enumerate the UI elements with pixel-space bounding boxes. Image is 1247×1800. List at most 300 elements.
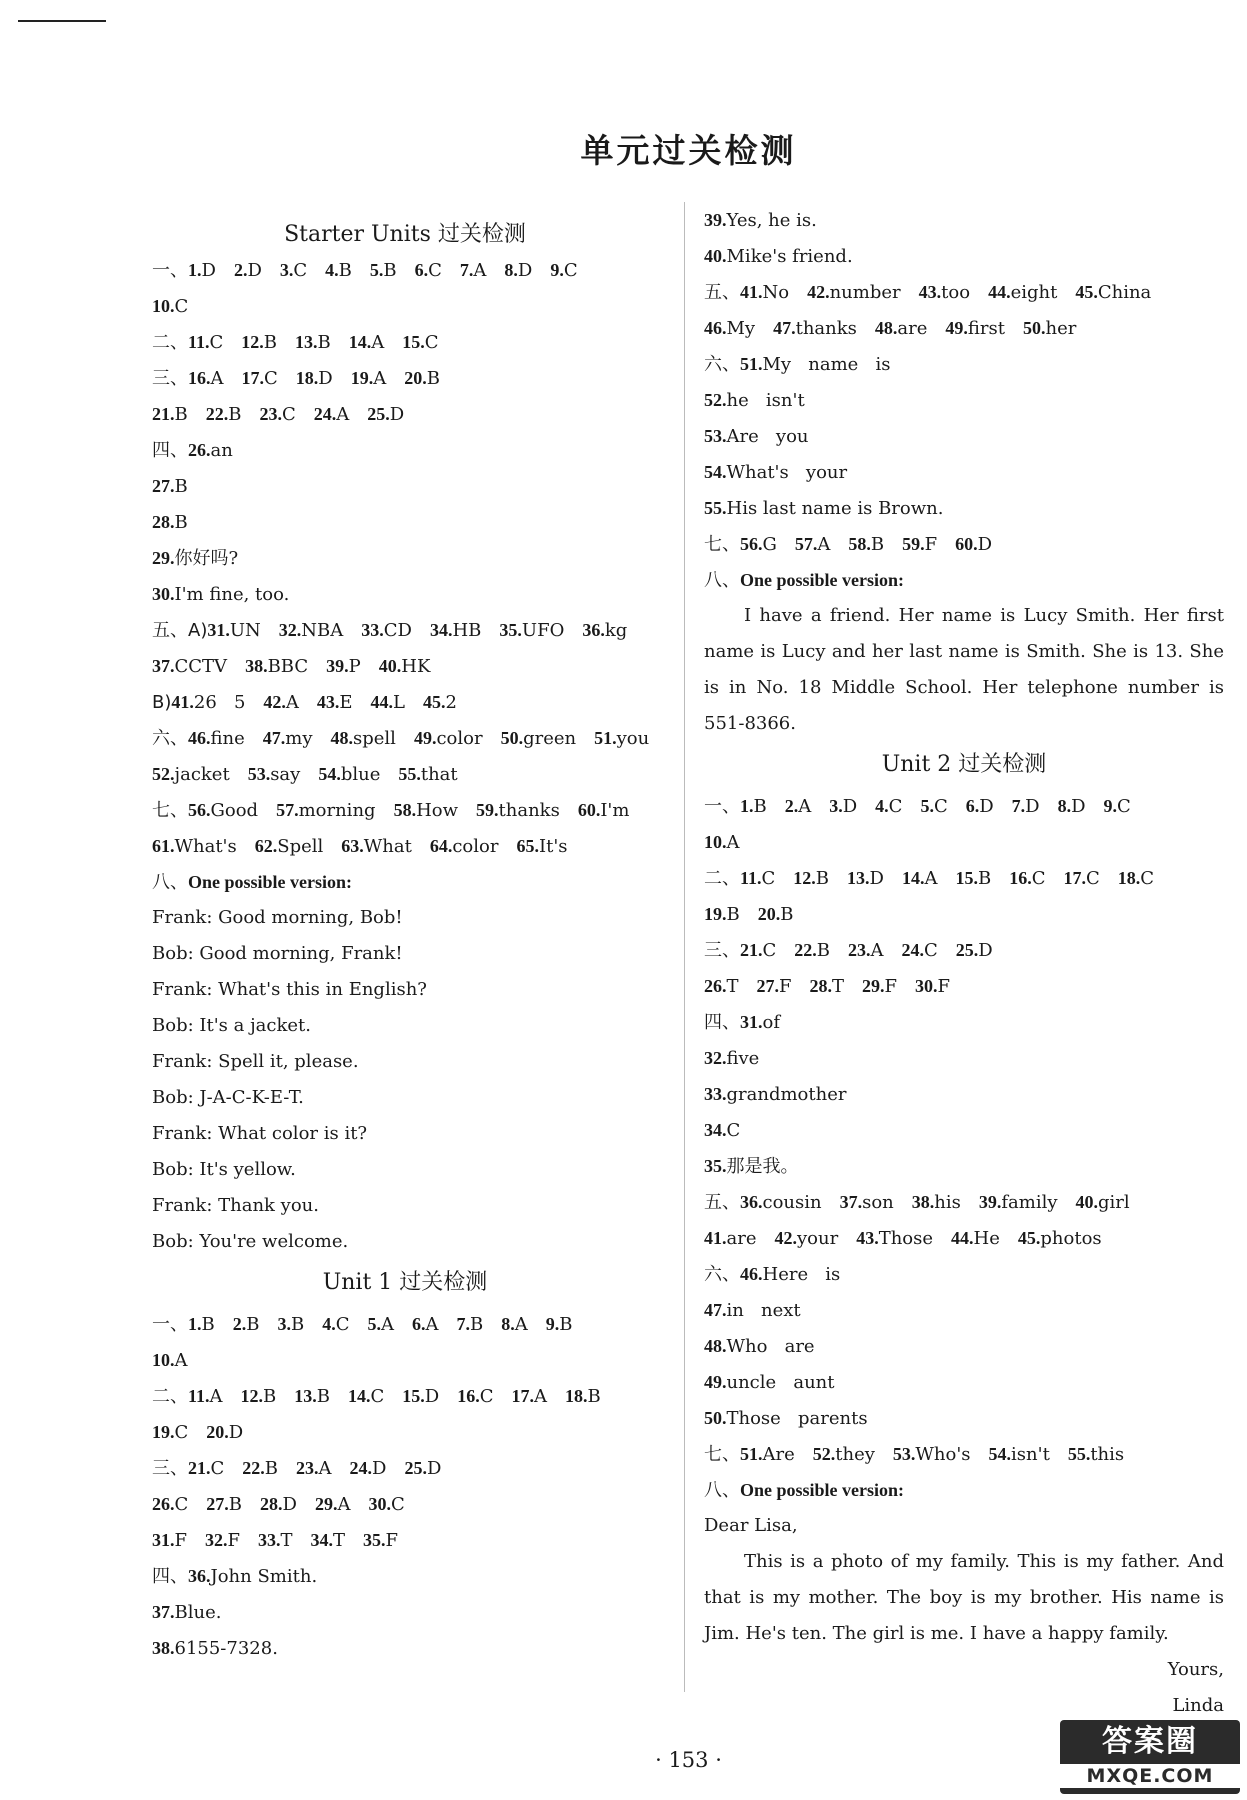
answer-item: [188, 1386, 223, 1407]
answer-item: [704, 462, 847, 483]
answer-text: blue: [340, 764, 381, 785]
answer-item: [280, 260, 307, 281]
answer-text: What's: [174, 836, 237, 857]
question-number: 35.: [499, 620, 522, 640]
answer-item: [242, 368, 278, 389]
section-number: 八、: [152, 872, 188, 893]
answer-item: [152, 1530, 187, 1551]
question-number: 27.: [152, 476, 175, 496]
answer-item: [233, 1314, 260, 1335]
answer-item: [1063, 868, 1099, 889]
answer-item: [341, 836, 412, 857]
answer-row: [704, 824, 1224, 860]
question-number: 4.: [325, 260, 339, 280]
answer-item: [501, 728, 577, 749]
question-number: 34.: [704, 1120, 727, 1140]
question-number: 37.: [839, 1192, 863, 1212]
answer-text: A: [209, 1386, 223, 1407]
answer-text: her: [1045, 318, 1077, 339]
question-number: 50.: [704, 1408, 727, 1428]
question-number: 44.: [988, 282, 1011, 302]
question-number: 6.: [414, 260, 429, 280]
answer-item: [740, 354, 890, 375]
answer-item: [902, 940, 938, 961]
question-number: 20.: [404, 368, 427, 388]
answer-row: [152, 576, 658, 612]
question-number: 21.: [740, 940, 763, 960]
answer-text: D: [426, 1458, 442, 1479]
question-number: 5.: [920, 796, 934, 816]
answer-item: [704, 210, 817, 231]
answer-text: NBA: [301, 620, 344, 641]
question-number: 12.: [793, 868, 816, 888]
question-number: 8.: [504, 260, 518, 280]
answer-item: [322, 1314, 349, 1335]
answer-item: [550, 260, 577, 281]
answer-item: [248, 764, 301, 785]
answer-item: [368, 1494, 404, 1515]
question-number: 27.: [206, 1494, 229, 1514]
answer-item: [152, 296, 188, 317]
question-number: 7.: [1011, 796, 1026, 816]
answer-item: [370, 260, 397, 281]
answer-row: [704, 310, 1224, 346]
question-number: 44.: [951, 1228, 974, 1248]
answer-text: HK: [401, 656, 431, 677]
answer-item: [277, 1314, 304, 1335]
dialogue-line: Frank: Spell it, please.: [152, 1051, 359, 1072]
question-number: 43.: [856, 1228, 879, 1248]
question-number: 17.: [511, 1386, 534, 1406]
question-number: 63.: [341, 836, 364, 856]
dialogue-line: Frank: What's this in English?: [152, 979, 427, 1000]
question-number: 53.: [247, 764, 271, 784]
answer-row: [152, 1378, 658, 1414]
question-number: 44.: [370, 692, 394, 712]
answer-item: [367, 1314, 394, 1335]
question-number: 16.: [457, 1386, 480, 1406]
answer-text: cousin: [762, 1192, 822, 1213]
question-number: 37.: [152, 656, 175, 676]
answer-item: [398, 764, 457, 785]
answer-item: [813, 1444, 875, 1465]
answer-row: [152, 720, 658, 756]
question-number: 45.: [1075, 282, 1098, 302]
answer-text: in next: [726, 1300, 801, 1321]
answer-item: [740, 570, 904, 591]
answer-text: D: [1025, 796, 1040, 817]
question-number: 21.: [152, 404, 175, 424]
answer-item: [1018, 1228, 1102, 1249]
question-number: 3.: [277, 1314, 291, 1334]
question-number: 24.: [349, 1458, 373, 1478]
answer-text: B: [753, 796, 767, 817]
answer-text: C: [1085, 868, 1100, 889]
answer-text: D: [372, 1458, 387, 1479]
answer-text: are: [726, 1228, 757, 1249]
question-number: 5.: [369, 260, 384, 280]
answer-item: [704, 246, 853, 267]
answer-row: [704, 968, 1224, 1004]
answer-text: A: [174, 1350, 188, 1371]
answer-text: C: [1031, 868, 1046, 889]
question-number: 53.: [704, 426, 727, 446]
answer-item: [188, 368, 224, 389]
answer-text: C: [563, 260, 578, 281]
answer-item: [363, 1530, 398, 1551]
answer-row: [704, 202, 1224, 238]
section-number: 四、: [152, 440, 188, 461]
answer-text: C: [1117, 796, 1131, 817]
answer-text: D: [842, 796, 858, 817]
answer-item: [740, 868, 775, 889]
answer-text: Those parents: [726, 1408, 868, 1429]
question-number: 56.: [740, 534, 763, 554]
answer-item: [511, 1386, 547, 1407]
answer-text: Who are: [726, 1336, 815, 1357]
question-number: 29.: [862, 976, 885, 996]
question-number: 43.: [316, 692, 340, 712]
question-number: 4.: [322, 1314, 336, 1334]
answer-text: CD: [383, 620, 412, 641]
answer-text: A: [380, 1314, 394, 1335]
answer-row: [704, 454, 1224, 490]
answer-item: [704, 1372, 835, 1393]
answer-text: photos: [1040, 1228, 1102, 1249]
answer-item: [955, 534, 992, 555]
question-number: 12.: [241, 332, 264, 352]
answer-item: [1068, 1444, 1124, 1465]
section-number: 三、: [152, 1458, 188, 1479]
answer-item: [206, 404, 242, 425]
answer-item: [295, 332, 331, 353]
answer-text: A: [210, 368, 224, 389]
answer-item: [245, 656, 308, 677]
answer-text: B: [780, 904, 794, 925]
answer-item: [460, 260, 487, 281]
answer-row: [704, 1400, 1224, 1436]
answer-item: [259, 404, 295, 425]
dialogue-line: Frank: Thank you.: [152, 1195, 319, 1216]
answer-text: A: [318, 1458, 332, 1479]
answer-row: [704, 932, 1224, 968]
answer-item: [740, 1264, 840, 1285]
section-number: 八、: [704, 1480, 740, 1501]
answer-text: G: [762, 534, 777, 555]
question-number: 11.: [188, 332, 210, 352]
answer-text: A: [924, 868, 938, 889]
answer-item: [152, 584, 289, 605]
question-number: 46.: [188, 728, 211, 748]
answer-text: D: [247, 260, 262, 281]
answer-text: Spell: [277, 836, 324, 857]
answer-row: [152, 468, 658, 504]
answer-item: [188, 1566, 317, 1587]
question-number: 1.: [188, 1314, 202, 1334]
answer-row: [152, 756, 658, 792]
answer-item: [206, 1494, 242, 1515]
question-number: 27.: [756, 976, 780, 996]
answer-item: [152, 1638, 278, 1659]
answer-row: [704, 1112, 1224, 1148]
answer-item: [423, 692, 457, 713]
dialogue-line: Bob: You're welcome.: [152, 1231, 349, 1252]
answer-text: T: [280, 1530, 293, 1551]
answer-item: [902, 868, 938, 889]
question-number: 47.: [773, 318, 796, 338]
section-heading: Unit 1 过关检测: [322, 1270, 488, 1295]
question-number: 51.: [740, 1444, 763, 1464]
answer-item: [740, 1192, 822, 1213]
answer-text: B: [174, 404, 188, 425]
answer-row: [704, 1472, 1224, 1508]
section-number: 七、: [152, 800, 188, 821]
question-number: 23.: [848, 940, 871, 960]
question-number: 31.: [207, 620, 230, 640]
answer-row: [152, 684, 658, 720]
watermark-logo-domain: MXQE.COM: [1060, 1764, 1240, 1788]
section-number: 八、: [704, 570, 740, 591]
question-number: 28.: [809, 976, 833, 996]
question-number: 62.: [254, 836, 278, 856]
question-number: 13.: [294, 1386, 317, 1406]
answer-item: [476, 800, 560, 821]
question-number: 39.: [326, 656, 349, 676]
answer-text: say: [270, 764, 301, 785]
question-number: 25.: [955, 940, 979, 960]
answer-item: [704, 426, 809, 447]
answer-item: [740, 1444, 795, 1465]
question-number: 16.: [188, 368, 211, 388]
question-number: 52.: [812, 1444, 836, 1464]
answer-column-right: [704, 202, 1224, 1724]
answer-item: [152, 404, 188, 425]
dialogue-line: Bob: J-A-C-K-E-T.: [152, 1087, 304, 1108]
answer-row: [152, 864, 658, 900]
answer-text: C: [209, 332, 224, 353]
question-number: 57.: [276, 800, 299, 820]
dialogue-line: Frank: Good morning, Bob!: [152, 907, 403, 928]
question-number: 29.: [152, 548, 175, 568]
answer-text: B: [201, 1314, 215, 1335]
answer-item: [188, 1458, 224, 1479]
answer-text: 那是我。: [726, 1156, 799, 1177]
answer-item: [367, 404, 404, 425]
answer-item: [255, 836, 324, 857]
answer-item: [152, 656, 227, 677]
answer-row: [704, 1436, 1224, 1472]
answer-text: F: [779, 976, 792, 997]
answer-item: [188, 800, 258, 821]
answer-item: [704, 1120, 740, 1141]
question-number: 24.: [901, 940, 925, 960]
answer-text: girl: [1098, 1192, 1130, 1213]
section-number: 五、: [704, 282, 740, 303]
question-number: 42.: [807, 282, 830, 302]
answer-text: No: [762, 282, 790, 303]
answer-text: five: [726, 1048, 760, 1069]
answer-item: [840, 1192, 894, 1213]
answer-item: [594, 728, 649, 749]
question-number: 28.: [260, 1494, 283, 1514]
answer-text: How: [416, 800, 459, 821]
answer-text: isn't: [1011, 1444, 1050, 1465]
section-number: B): [152, 692, 172, 713]
answer-item: [501, 1314, 528, 1335]
answer-item: [704, 1408, 868, 1429]
answer-item: [188, 728, 245, 749]
question-number: 54.: [704, 462, 727, 482]
answer-text: B: [977, 868, 992, 889]
section-number: 四、: [704, 1012, 740, 1033]
answer-item: [152, 1350, 188, 1371]
answer-row: [704, 346, 1224, 382]
section-number: 五、A): [152, 620, 208, 641]
answer-text: A: [726, 832, 740, 853]
question-number: 47.: [704, 1300, 727, 1320]
answer-text: Are: [762, 1444, 795, 1465]
question-number: 36.: [188, 1566, 211, 1586]
answer-item: [241, 1386, 277, 1407]
answer-text: my: [285, 728, 313, 749]
question-number: 39.: [704, 210, 727, 230]
answer-item: [326, 656, 361, 677]
answer-item: [773, 318, 857, 339]
question-number: 31.: [152, 1530, 175, 1550]
question-number: 6.: [411, 1314, 426, 1334]
question-number: 14.: [347, 1386, 371, 1406]
answer-item: [242, 1458, 278, 1479]
answer-text: B: [469, 1314, 484, 1335]
watermark-logo: [1060, 1720, 1240, 1794]
question-number: 22.: [205, 404, 229, 424]
answer-item: [704, 1048, 759, 1069]
answer-text: color: [452, 836, 499, 857]
answer-item: [325, 260, 352, 281]
question-number: 58.: [393, 800, 417, 820]
answer-text: spell: [353, 728, 396, 749]
question-number: 40.: [378, 656, 402, 676]
answer-item: [504, 260, 532, 281]
answer-text: C: [726, 1120, 741, 1141]
question-number: 61.: [152, 836, 175, 856]
answer-item: [152, 1422, 188, 1443]
answer-text: D: [1071, 796, 1086, 817]
question-number: 10.: [152, 296, 175, 316]
answer-text: C: [761, 868, 776, 889]
question-number: 32.: [205, 1530, 228, 1550]
answer-item: [348, 1386, 384, 1407]
answer-item: [704, 832, 740, 853]
answer-item: [704, 1084, 846, 1105]
answer-item: [234, 260, 262, 281]
answer-text: uncle aunt: [726, 1372, 835, 1393]
question-number: 45.: [423, 692, 446, 712]
section-number: 六、: [704, 354, 740, 375]
answer-text: F: [937, 976, 951, 997]
answer-text: D: [389, 404, 405, 425]
answer-item: [315, 1494, 351, 1515]
page-title: 单元过关检测: [580, 131, 797, 170]
answer-row: [152, 288, 658, 324]
answer-item: [912, 1192, 961, 1213]
answer-text: B: [228, 1494, 243, 1515]
question-number: 46.: [704, 318, 727, 338]
answer-row: [704, 1004, 1224, 1040]
answer-item: [279, 620, 343, 641]
answer-text: B: [264, 1458, 279, 1479]
answer-text: D: [424, 1386, 440, 1407]
answer-text: F: [884, 976, 898, 997]
question-number: 7.: [456, 1314, 470, 1334]
answer-item: [188, 440, 233, 461]
answer-item: [704, 1228, 757, 1249]
question-number: 43.: [918, 282, 942, 302]
answer-text: D: [869, 868, 884, 889]
answer-text: C: [762, 940, 777, 961]
answer-text: you: [616, 728, 650, 749]
question-number: 55.: [398, 764, 421, 784]
answer-text: C: [424, 332, 439, 353]
answer-item: [331, 728, 396, 749]
answer-row: [704, 1364, 1224, 1400]
section-number: 一、: [152, 260, 188, 281]
question-number: 14.: [348, 332, 372, 352]
answer-text: C: [479, 1386, 494, 1407]
answer-text: My name is: [762, 354, 891, 375]
answer-text: C: [174, 296, 189, 317]
question-number: 36.: [582, 620, 605, 640]
question-number: 45.: [1017, 1228, 1041, 1248]
answer-item: [704, 1336, 815, 1357]
question-number: 59.: [902, 534, 925, 554]
answer-item: [207, 620, 260, 641]
question-number: 46.: [740, 1264, 763, 1284]
answer-item: [945, 318, 1005, 339]
answer-item: [263, 728, 313, 749]
answer-row: [152, 792, 658, 828]
question-number: 51.: [594, 728, 617, 748]
answer-item: [404, 368, 440, 389]
answer-text: thanks: [795, 318, 857, 339]
answer-item: [171, 692, 245, 713]
answer-text: China: [1097, 282, 1152, 303]
answer-text: Are you: [726, 426, 809, 447]
section-number: 七、: [704, 1444, 740, 1465]
answer-item: [829, 796, 857, 817]
answer-item: [919, 282, 970, 303]
answer-item: [152, 764, 230, 785]
question-number: 10.: [152, 1350, 175, 1370]
answer-text: B: [228, 404, 242, 425]
answer-item: [810, 976, 845, 997]
answer-text: I'm: [600, 800, 630, 821]
answer-item: [499, 620, 564, 641]
answer-item: [546, 1314, 573, 1335]
question-number: 2.: [233, 260, 248, 280]
question-number: 32.: [704, 1048, 727, 1068]
section-number: 三、: [704, 940, 740, 961]
question-number: 50.: [500, 728, 524, 748]
question-number: 13.: [295, 332, 318, 352]
answer-text: C: [390, 1494, 405, 1515]
answer-item: [430, 620, 481, 641]
question-number: 10.: [704, 832, 727, 852]
question-number: 2.: [784, 796, 799, 816]
answer-text: D: [978, 940, 993, 961]
answer-text: My: [726, 318, 756, 339]
answer-item: [152, 512, 188, 533]
